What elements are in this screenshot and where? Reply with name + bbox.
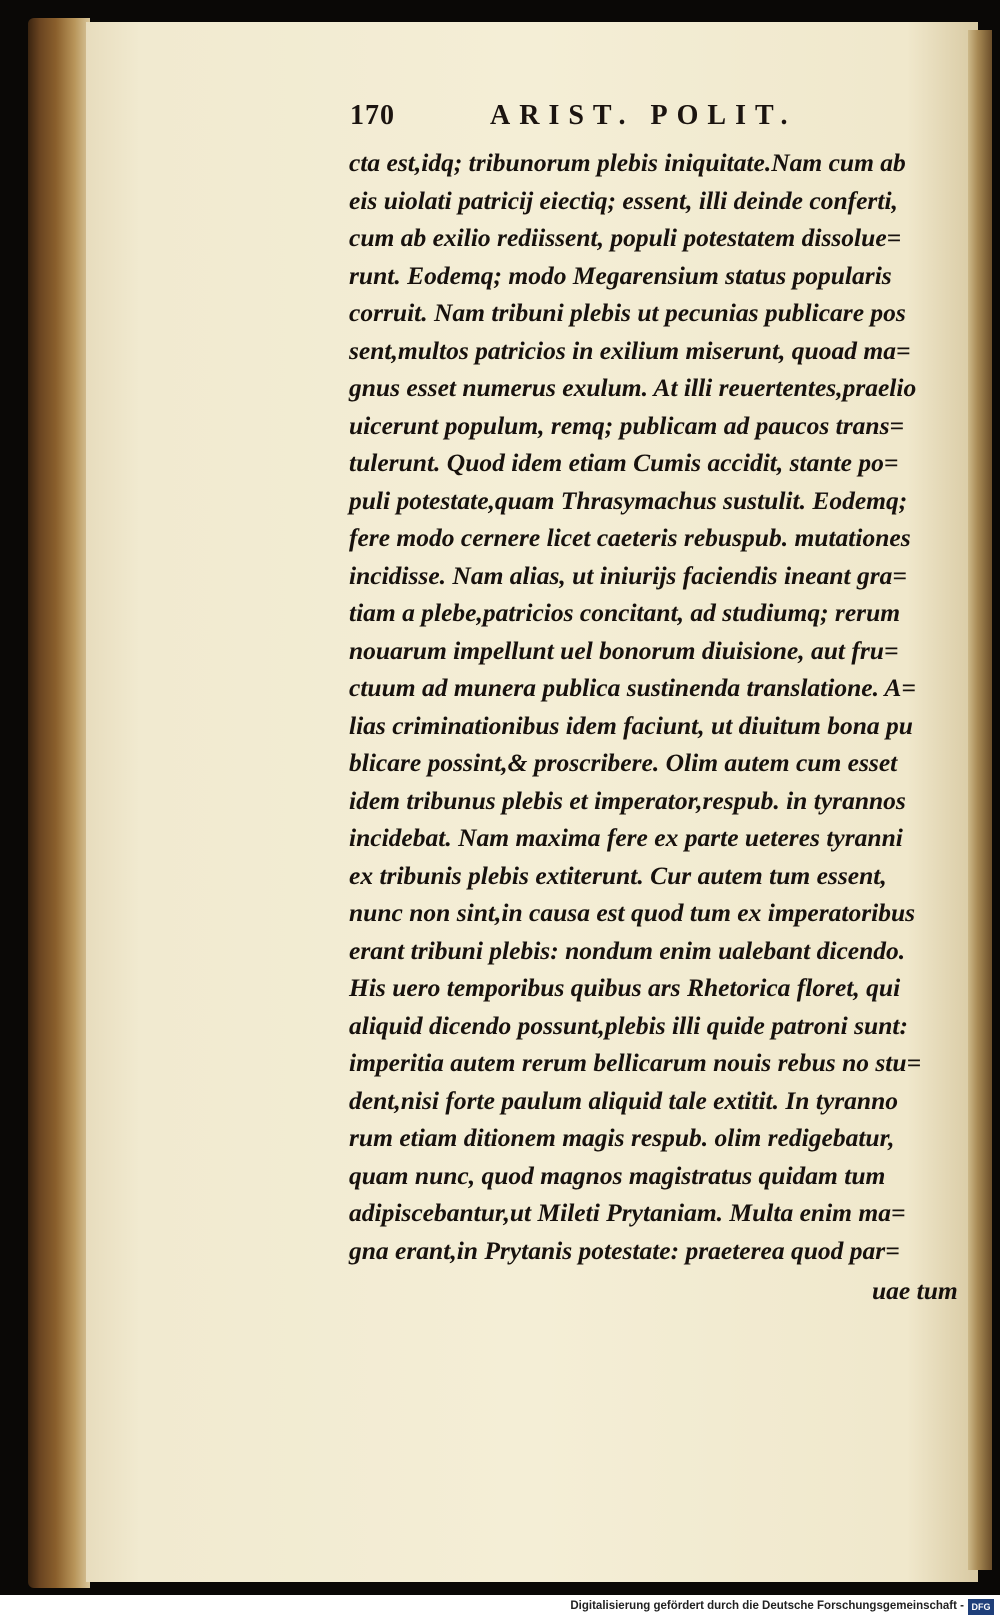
book-edge-left bbox=[28, 18, 90, 1588]
page-number: 170 bbox=[350, 100, 395, 131]
text-line: nunc non sint,in causa est quod tum ex imperatoribus bbox=[349, 898, 916, 927]
text-line: nouarum impellunt uel bonorum diuisione, aut fru= bbox=[349, 635, 899, 665]
text-line: rum etiam ditionem magis respub. olim redigebatur, bbox=[349, 1123, 895, 1152]
text-line: blicare possint,& proscribere. Olim autem cum esset bbox=[349, 748, 898, 777]
footer-bar bbox=[0, 1595, 1000, 1621]
text-line: tulerunt. Quod idem etiam Cumis accidit, stante po= bbox=[349, 448, 899, 477]
body-text bbox=[349, 144, 949, 1269]
text-line: ctuum ad munera publica sustinenda translatione. A= bbox=[349, 673, 916, 702]
text-line: adipiscebantur,ut Mileti Prytaniam. Multa enim ma= bbox=[349, 1198, 906, 1227]
text-line: aliquid dicendo possunt,plebis illi quide patroni sunt: bbox=[349, 1010, 908, 1040]
page-header bbox=[350, 100, 800, 140]
text-line: eis uiolati patricij eiectiq; essent, illi deinde conferti, bbox=[349, 185, 898, 215]
text-line: dent,nisi forte paulum aliquid tale extitit. In tyranno bbox=[349, 1085, 899, 1115]
text-line: incidebat. Nam maxima fere ex parte ueteres tyranni bbox=[349, 823, 903, 852]
text-line: incidisse. Nam alias, ut iniurijs faciendis ineant gra= bbox=[349, 560, 907, 590]
text-line: cum ab exilio rediissent, populi potestatem dissolue= bbox=[349, 223, 902, 252]
text-line: lias criminationibus idem faciunt, ut diuitum bona pu bbox=[349, 710, 913, 740]
dfg-logo: DFG bbox=[968, 1599, 994, 1615]
text-line: quam nunc, quod magnos magistratus quidam tum bbox=[349, 1160, 886, 1190]
text-line: uicerunt populum, remq; publicam ad paucos trans= bbox=[349, 410, 905, 440]
book-edge-right bbox=[968, 30, 992, 1570]
text-line: sent,multos patricios in exilium miserunt, quoad ma= bbox=[349, 335, 911, 365]
catchword: uae tum bbox=[872, 1276, 958, 1305]
text-line: tiam a plebe,patricios concitant, ad studiumq; rerum bbox=[349, 598, 901, 627]
text-line: corruit. Nam tribuni plebis ut pecunias publicare pos bbox=[349, 298, 906, 327]
running-title: ARIST. POLIT. bbox=[490, 100, 797, 131]
footer-credit: Digitalisierung gefördert durch die Deutsche Forschungsgemeinschaft - bbox=[570, 1600, 964, 1612]
text-line: gnus esset numerus exulum. At illi reuertentes,praelio bbox=[349, 373, 917, 402]
text-line: His uero temporibus quibus ars Rhetorica floret, qui bbox=[349, 973, 901, 1002]
text-line: fere modo cernere licet caeteris rebuspub. mutationes bbox=[349, 523, 911, 552]
text-line: erant tribuni plebis: nondum enim ualebant dicendo. bbox=[349, 935, 906, 965]
text-line: gna erant,in Prytanis potestate: praeterea quod par= bbox=[349, 1235, 900, 1265]
text-line: cta est,idq; tribunorum plebis iniquitate.Nam cum ab bbox=[349, 148, 906, 177]
text-line: runt. Eodemq; modo Megarensium status popularis bbox=[349, 260, 892, 290]
text-line: idem tribunus plebis et imperator,respub. in tyrannos bbox=[349, 785, 906, 815]
text-line: imperitia autem rerum bellicarum nouis rebus no stu= bbox=[349, 1048, 922, 1077]
text-line: ex tribunis plebis extiterunt. Cur autem tum essent, bbox=[349, 860, 887, 890]
text-line: puli potestate,quam Thrasymachus sustulit. Eodemq; bbox=[349, 485, 908, 515]
